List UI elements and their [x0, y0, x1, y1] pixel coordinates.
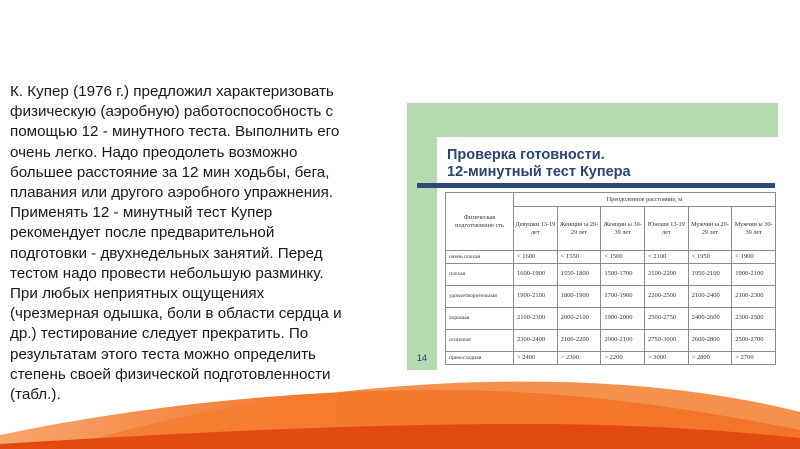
figure-title: Проверка готовности. 12-минутный тест Купера	[447, 147, 631, 180]
table-cell: 2200-2500	[644, 286, 688, 308]
table-row	[446, 264, 776, 286]
table-cell: < 2100	[644, 251, 688, 264]
table-row	[446, 330, 776, 352]
table-cell: > 2300	[557, 352, 601, 365]
table-cell: < 1600	[514, 251, 558, 264]
table-cell: 2500-2750	[644, 308, 688, 330]
table-cell: > 3000	[644, 352, 688, 365]
table-cell: 1700-1900	[601, 286, 645, 308]
table-row-level: очень плохая	[446, 251, 514, 264]
table-row-level: превосходная	[446, 352, 514, 365]
figure-green-band-top	[407, 103, 778, 137]
figure-title-underline	[417, 183, 775, 188]
table-cell: < 1950	[688, 251, 732, 264]
table-cell: 2300-2500	[732, 308, 776, 330]
table-cell: 1550-1800	[557, 264, 601, 286]
table-row	[446, 308, 776, 330]
page-number: 14	[417, 353, 428, 363]
table-group-header: Преодоленное расстояние, м	[514, 193, 776, 207]
table-cell: 2300-2400	[514, 330, 558, 352]
cooper-test-figure	[407, 103, 778, 370]
table-cell: 2500-2700	[732, 330, 776, 352]
table-cell: 1800-1900	[557, 286, 601, 308]
table-row	[446, 251, 776, 264]
table-cell: 2100-2300	[514, 308, 558, 330]
table-row-level: удовлетворительная	[446, 286, 514, 308]
table-row-level: отличная	[446, 330, 514, 352]
table-cell: 1900-2100	[732, 264, 776, 286]
table-cell: 2100-2300	[732, 286, 776, 308]
table-cell: < 1550	[557, 251, 601, 264]
table-cell: > 2400	[514, 352, 558, 365]
table-cell: 2600-2800	[688, 330, 732, 352]
table-column-header: Девушки 13-19 лет	[514, 207, 558, 251]
table-cell: 2100-2400	[688, 286, 732, 308]
table-cell: 1500-1700	[601, 264, 645, 286]
slide-body-text: К. Купер (1976 г.) предложил характеризовать физическую (аэробную) работоспособность с помощью 12 - минутного теста. Выполнить его очень легко. Надо преодолеть возможно большее расстояние за 12 мин ходьбы, бега, плавания или другого аэробного упражнения. Применять 12 - минутный тест Купер рекомендует после предварительной подготовки - двухнедельных занятий. Перед тестом надо провести небольшую разминку. При любых неприятных ощущениях (чрезмерная одышка, боли в области сердца и др.) тестирование следует прекратить. По результатам этого теста можно определить степень своей физической подготовленности (табл.).	[10, 83, 342, 404]
table-row-header: Физическая подготовленно сть	[446, 193, 514, 251]
table-column-header: Мужчин ы 30-39 лет	[732, 207, 776, 251]
table-cell: > 2800	[688, 352, 732, 365]
table-cell: 2100-2200	[557, 330, 601, 352]
table-cell: 2400-2600	[688, 308, 732, 330]
table-cell: < 1900	[732, 251, 776, 264]
table-cell: > 2200	[601, 352, 645, 365]
figure-green-band-left	[407, 103, 437, 370]
table-row	[446, 352, 776, 365]
table-cell: < 1500	[601, 251, 645, 264]
table-column-header: Женщин ы 30-39 лет	[601, 207, 645, 251]
cooper-table	[445, 192, 776, 365]
table-cell: > 2700	[732, 352, 776, 365]
table-row	[446, 286, 776, 308]
table-cell: 2000-2100	[601, 330, 645, 352]
table-row-level: хорошая	[446, 308, 514, 330]
table-row-level: плохая	[446, 264, 514, 286]
table-cell: 1900-2000	[601, 308, 645, 330]
table-column-header: Юноши 13-19 лет	[644, 207, 688, 251]
table-column-header: Мужчин ы 20-29 лет	[688, 207, 732, 251]
table-cell: 2000-2100	[557, 308, 601, 330]
table-cell: 2750-3000	[644, 330, 688, 352]
table-cell: 2100-2200	[644, 264, 688, 286]
table-cell: 1600-1900	[514, 264, 558, 286]
table-cell: 1950-2100	[688, 264, 732, 286]
table-cell: 1900-2100	[514, 286, 558, 308]
table-column-header: Женщин ы 20-29 лет	[557, 207, 601, 251]
